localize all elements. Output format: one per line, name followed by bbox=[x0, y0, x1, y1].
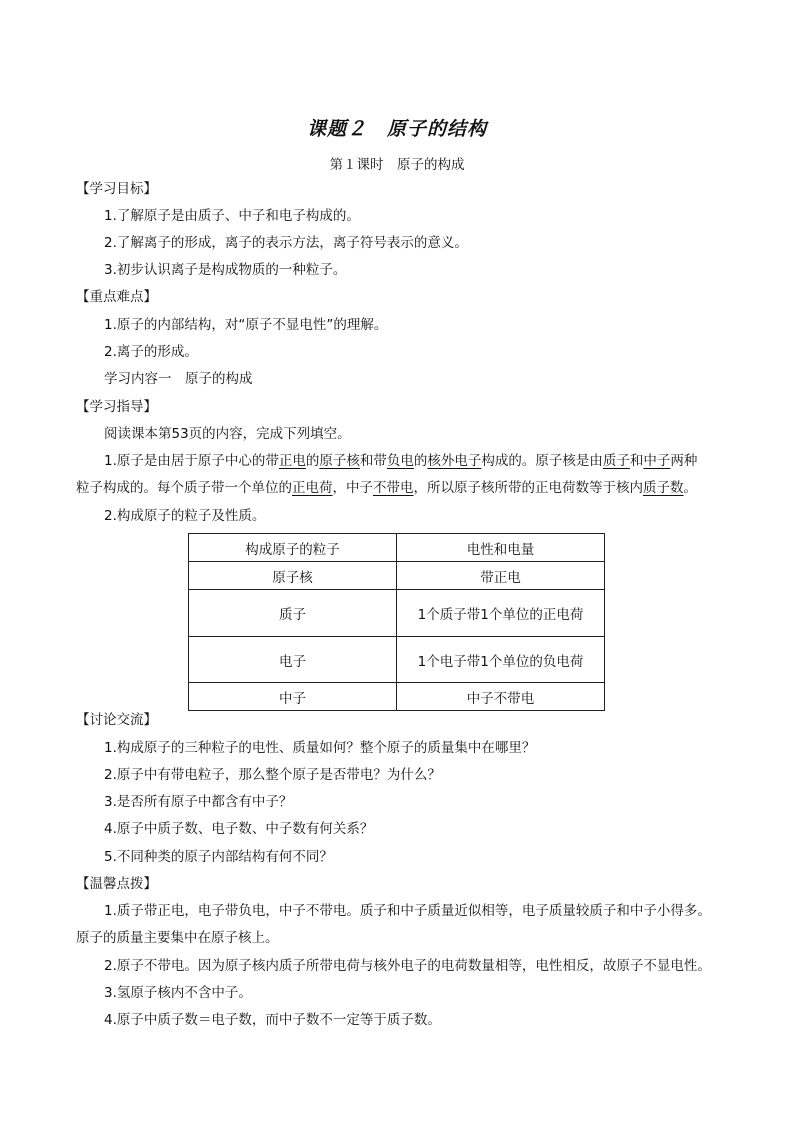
discuss-item: 5.不同种类的原子内部结构有何不同？ bbox=[104, 849, 333, 865]
answer-blank: 中子 bbox=[643, 453, 671, 469]
table-row bbox=[189, 637, 605, 683]
key-item: 1.原子的内部结构，对“原子不显电性”的理解。 bbox=[104, 317, 388, 333]
text-fragment: ，中子 bbox=[332, 480, 373, 496]
table-cell: 1个电子带1个单位的负电荷 bbox=[397, 637, 605, 683]
tip-item: 3.氢原子核内不含中子。 bbox=[104, 985, 252, 1001]
discuss-item: 3.是否所有原子中都含有中子？ bbox=[104, 794, 293, 810]
particle-properties-table bbox=[188, 533, 605, 711]
goals-heading: 【学习目标】 bbox=[76, 181, 157, 197]
table-cell: 1个质子带1个单位的正电荷 bbox=[397, 590, 605, 637]
discuss-item: 1.构成原子的三种粒子的电性、质量如何？整个原子的质量集中在哪里？ bbox=[104, 740, 536, 756]
tip-item-continued: 原子的质量主要集中在原子核上。 bbox=[76, 930, 279, 946]
table-cell: 中子不带电 bbox=[397, 683, 605, 711]
page-title: 课题２ 原子的结构 bbox=[306, 118, 487, 140]
goal-item: 2.了解离子的形成，离子的表示方法，离子符号表示的意义。 bbox=[104, 235, 468, 251]
key-heading: 【重点难点】 bbox=[76, 289, 157, 305]
table-cell: 带正电 bbox=[397, 562, 605, 590]
text-fragment: 两种 bbox=[670, 453, 698, 469]
answer-blank: 质子 bbox=[602, 453, 630, 469]
tips-heading: 【温馨点拨】 bbox=[76, 876, 157, 892]
table-header-cell: 电性和电量 bbox=[397, 534, 605, 562]
tip-item: 1.质子带正电，电子带负电，中子不带电。质子和中子质量近似相等，电子质量较质子和中子小得多。 bbox=[104, 903, 711, 919]
answer-blank: 不带电 bbox=[373, 480, 414, 496]
fill-blank-paragraph-line1 bbox=[104, 452, 776, 470]
table-row bbox=[189, 590, 605, 637]
table-header-cell: 构成原子的粒子 bbox=[189, 534, 397, 562]
answer-blank: 正电 bbox=[278, 453, 306, 469]
discuss-item: 4.原子中质子数、电子数、中子数有何关系？ bbox=[104, 821, 374, 837]
table-cell: 电子 bbox=[189, 637, 397, 683]
guide-intro: 阅读课本第53页的内容，完成下列填空。 bbox=[104, 426, 351, 442]
text-fragment: 粒子构成的。每个质子带一个单位的 bbox=[76, 480, 292, 496]
answer-blank: 负电 bbox=[386, 453, 414, 469]
discuss-heading: 【讨论交流】 bbox=[76, 712, 157, 728]
text-fragment: 的 bbox=[413, 453, 428, 469]
tip-item: 4.原子中质子数＝电子数，而中子数不一定等于质子数。 bbox=[104, 1012, 441, 1028]
text-fragment: 构成的。原子核是由 bbox=[481, 453, 603, 469]
text-fragment: 和带 bbox=[359, 453, 387, 469]
table-cell: 中子 bbox=[189, 683, 397, 711]
guide-heading: 【学习指导】 bbox=[76, 399, 157, 415]
answer-blank: 核外电子 bbox=[427, 453, 482, 469]
fill-blank-paragraph-line2 bbox=[76, 479, 748, 497]
goal-item: 3.初步认识离子是构成物质的一种粒子。 bbox=[104, 262, 347, 278]
text-fragment: 1.原子是由居于原子中心的带 bbox=[104, 453, 279, 469]
text-fragment: 和 bbox=[629, 453, 644, 469]
table-intro: 2.构成原子的粒子及性质。 bbox=[104, 508, 266, 524]
discuss-item: 2.原子中有带电粒子，那么整个原子是否带电？为什么？ bbox=[104, 767, 441, 783]
tip-item: 2.原子不带电。因为原子核内质子所带电荷与核外电子的电荷数量相等，电性相反，故原子不显电性。 bbox=[104, 958, 711, 974]
page-subtitle: 第１课时 原子的构成 bbox=[329, 157, 465, 173]
goal-item: 1.了解原子是由质子、中子和电子构成的。 bbox=[104, 208, 360, 224]
text-fragment: ，所以原子核所带的正电荷数等于核内 bbox=[413, 480, 643, 496]
text-fragment: 的 bbox=[305, 453, 320, 469]
key-item: 2.离子的形成。 bbox=[104, 344, 198, 360]
answer-blank: 正电荷 bbox=[292, 480, 333, 496]
table-header-row bbox=[189, 534, 605, 562]
table-row bbox=[189, 562, 605, 590]
content-heading: 学习内容一 原子的构成 bbox=[104, 371, 253, 387]
answer-blank: 原子核 bbox=[319, 453, 360, 469]
table-cell: 原子核 bbox=[189, 562, 397, 590]
answer-blank: 质子数 bbox=[643, 480, 684, 496]
table-row bbox=[189, 683, 605, 711]
table-cell: 质子 bbox=[189, 590, 397, 637]
text-fragment: 。 bbox=[683, 480, 697, 496]
